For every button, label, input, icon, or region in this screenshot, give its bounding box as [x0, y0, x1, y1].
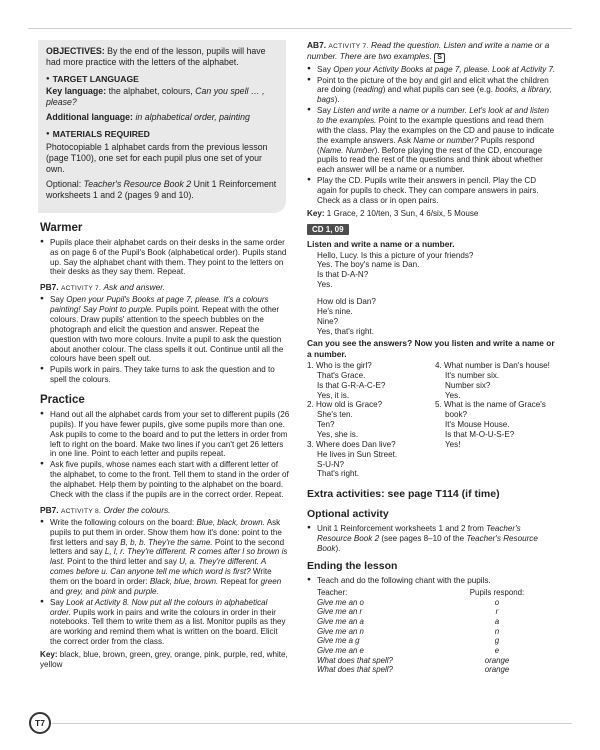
warmer-heading: Warmer	[40, 221, 83, 234]
ab7-activity7-title: AB7. ACTIVITY 7. Read the question. Listen and write a name or a number. There are two examples. S	[307, 40, 550, 62]
materials-line: Photocopiable 1 alphabet cards from the previous lesson (page T100), one set for each pupil plus one set of your own.	[46, 141, 268, 174]
dialog-line: How old is Dan?	[317, 297, 376, 307]
list-item: ● Pupils work in pairs. They take turns to ask the question and to spell the colours.	[40, 365, 290, 385]
objectives-box	[38, 40, 286, 213]
right-column	[307, 40, 557, 675]
list-item: ● Teach and do the following chant with the pupils.	[307, 576, 557, 586]
pb7-activity7-title: PB7. ACTIVITY 7. Ask and answer.	[40, 282, 166, 293]
cd-dialog-1	[317, 251, 557, 337]
cd-answers-right: 4. What number is Dan's house! It's number six. Number six? Yes. 5. What is the name of Grace's book? It's Mouse House. Is that M-O-U-S-E? Yes!	[435, 360, 550, 449]
list-item: ● Ask five pupils, whose names each start with a different letter of the alphabet, to come to the front. Tell them to stand in the order of the alphabet. Help them by pointing to the alphabet on the board. Check with the class if the pupils are in the correct order. Repeat.	[40, 460, 290, 499]
dialog-line: Yes. The boy's name is Dan.	[317, 260, 420, 270]
speaking-icon: S	[434, 53, 445, 63]
target-language-heading: ● TARGET LANGUAGE	[46, 74, 278, 84]
pb7-activity8-list	[40, 518, 290, 647]
page-content	[40, 40, 570, 730]
pb7-activity7-list	[40, 295, 290, 385]
list-item: ● Say Look at Activity 8. Now put all the colours in alphabetical order. Pupils work in pairs and write the colours in order in their notebooks. Tell them to write them as a list. Monitor pupils as they are working and remind them what is written on the board. Elicit the correct order from the class.	[40, 598, 290, 647]
pb7-activity8-title: PB7. ACTIVITY 8. Order the colours.	[40, 504, 171, 515]
list-item: ● Say Open your Activity Books at page 7, please. Look at Activity 7.	[307, 65, 557, 75]
left-column	[40, 40, 290, 670]
cd-answers	[307, 361, 557, 479]
list-item: ● Play the CD. Pupils write their answers in pencil. Play the CD again for pupils to check. They can compare answers in pairs. Check as a class or in open pairs.	[307, 176, 557, 206]
list-item: ● Pupils place their alphabet cards on their desks in the same order as on page 6 of the Pupil's Book (alphabetical order). Pupils stand up. Say the alphabet chant with them. They point to the letters on their desks as they say them. Repeat.	[40, 238, 290, 277]
list-item: ● Say Open your Pupil's Books at page 7, please. It's a colours painting! Say Point to purple. Pupils point. Repeat with the other colours. Draw pupils' attention to the speech bubbles on the photograph and elicit the question and answer. Repeat the question with two more colours. Invite a pupil to ask the question about another colour. The class spells it out. Continue until all the colours have been spelt out.	[40, 295, 290, 364]
table-row: Give me an o o	[317, 597, 500, 607]
practice-list	[40, 410, 290, 500]
top-rule	[28, 28, 572, 29]
cd-heading-2: Can you see the answers? Now you listen and write a name or a number.	[307, 338, 555, 359]
materials-optional: Optional: Teacher's Resource Book 2 Unit 1 Reinforcement worksheets 1 and 2 (pages 9 and 10).	[46, 178, 277, 200]
dialog-line: Yes, that's right.	[317, 326, 375, 336]
warmer-list	[40, 238, 290, 277]
chant-header: Teacher: Pupils respond:	[317, 588, 525, 598]
list-item: ● Point to the picture of the boy and girl and elicit what the children are doing (reading) and what pupils can see (e.g. books, a library, bags).	[307, 76, 557, 106]
table-row: Give me an e e	[317, 645, 500, 655]
table-row: What does that spell? orange	[317, 655, 510, 665]
ab7-activity7-key: Key: 1 Grace, 2 10/ten, 3 Sun, 4 6/six, 5 Mouse	[307, 208, 479, 218]
chant-table	[317, 588, 557, 675]
dialog-line: Yes.	[317, 280, 333, 290]
cd-track-badge: CD 1, 09	[307, 224, 349, 236]
practice-heading: Practice	[40, 394, 85, 407]
key-language: Key language: the alphabet, colours, Can you spell … , please?	[46, 86, 265, 108]
objectives: OBJECTIVES: By the end of the lesson, pupils will have had more practice with the letters of the alphabet.	[46, 46, 266, 67]
dialog-line: Hello, Lucy. Is this a picture of your friends?	[317, 250, 474, 260]
additional-language: Additional language: in alphabetical order, painting	[46, 112, 250, 123]
list-item: ● Write the following colours on the board: Blue, black, brown. Ask pupils to put them in order. Show them how it's done: point to the first letters and say B, b, b. They're the same. Point to the second letters and say L, l, r. They're different. R comes after l so brown is last. Point to the third letter and say U, a. They're different. A comes before u. Can anyone tell me which word is first? Write them on the board in order: Black, blue, brown. Repeat for green and grey, and pink and purple.	[40, 518, 290, 597]
extra-activities: Extra activities: see page T114 (if time)	[307, 488, 500, 501]
list-item: ● Unit 1 Reinforcement worksheets 1 and 2 from Teacher's Resource Book 2 (see pages 8–10 of the Teacher's Resource Book).	[307, 524, 557, 554]
table-row: Give me an a a	[317, 617, 500, 627]
dialog-line: He's nine.	[317, 306, 353, 316]
table-row: Give me an r r	[317, 607, 499, 617]
list-item: ● Say Listen and write a name or a number. Let's look at and listen to the examples. Point to the example questions and read them with the class. Play the examples on the CD and pause to indicate the example answers. Ask Name or number? Pupils respond (Name. Number). Before playing the rest of the CD, encourage pupils to read the rest of the questions and think about whether each answer will be a name or a number.	[307, 106, 557, 175]
list-item: ● Hand out all the alphabet cards from your set to different pupils (26 pupils). If you have fewer pupils, give some pupils more than one. Ask pupils to come to the board and to put the letters in order from left to right on the board. Make two lines if you can't get 26 letters in one line. Point to each letter and pupils repeat.	[40, 410, 290, 459]
dialog-line: Is that D-A-N?	[317, 270, 369, 280]
materials-heading: ● MATERIALS REQUIRED	[46, 129, 278, 139]
bottom-rule	[52, 723, 572, 724]
cd-answers-left: 1. Who is the girl? That's Grace. Is that G-R-A-C-E? Yes, it is. 2. How old is Grace? She's ten. Ten? Yes, she is. 3. Where does Dan live? He lives in Sun Street. S-U-N? That's right.	[307, 360, 398, 479]
cd-heading-1: Listen and write a name or a number.	[307, 239, 455, 250]
dialog-line: Nine?	[317, 316, 339, 326]
optional-heading: Optional activity	[307, 508, 389, 521]
table-row: Give me a g g	[317, 636, 500, 646]
ending-list	[307, 576, 557, 586]
table-row: What does that spell? orange	[317, 665, 510, 675]
pb7-activity8-key: Key: black, blue, brown, green, grey, orange, pink, purple, red, white, yellow	[40, 649, 288, 669]
ending-heading: Ending the lesson	[307, 560, 398, 573]
ab7-activity7-list	[307, 65, 557, 206]
table-row: Give me an n n	[317, 626, 500, 636]
page-number: T7	[29, 712, 51, 734]
optional-list	[307, 524, 557, 554]
